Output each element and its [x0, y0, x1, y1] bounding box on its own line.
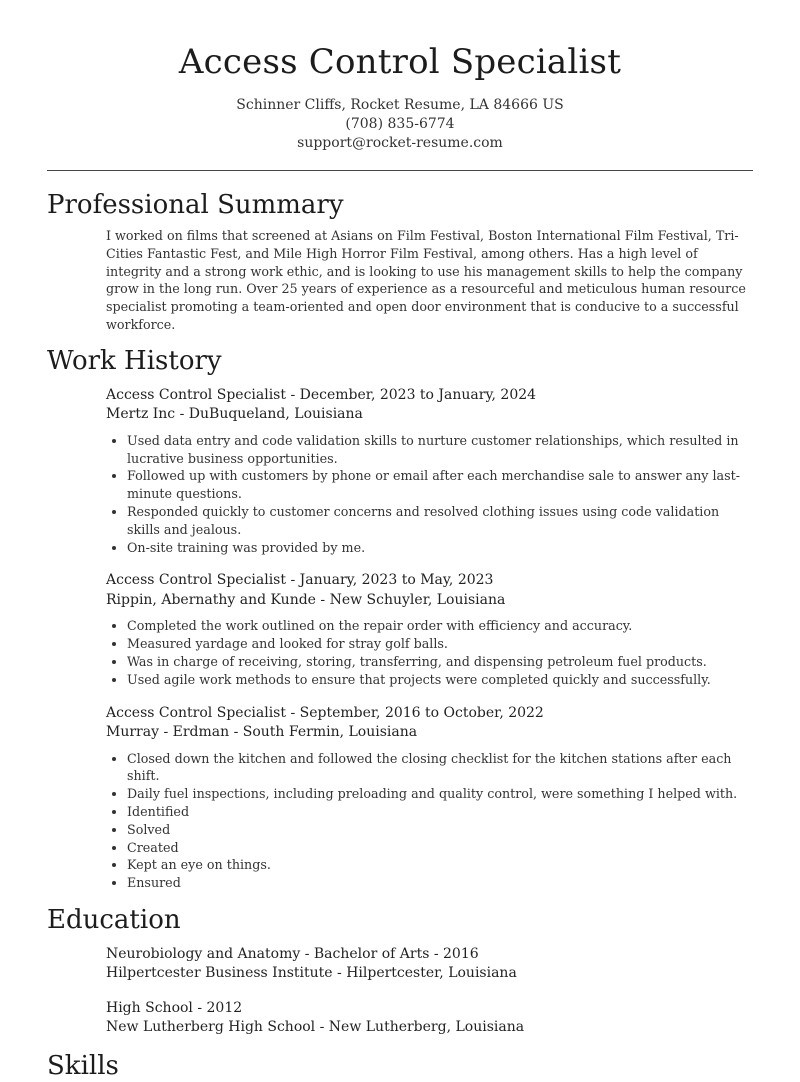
job-entry — [106, 386, 748, 557]
address: Schinner Cliffs, Rocket Resume, LA 84666 US — [236, 97, 564, 113]
skills-section — [0, 1050, 800, 1082]
job-entry — [106, 704, 748, 892]
list-item: • On-site training was provided by me. — [127, 539, 748, 557]
job-company-line: Mertz Inc - DuBuqueland, Louisiana — [106, 406, 363, 423]
list-item: • Responded quickly to customer concerns and resolved clothing issues using code validation skills and jealous. — [127, 503, 748, 539]
list-item: • Completed the work outlined on the repair order with efficiency and accuracy. — [127, 617, 748, 635]
education-section — [0, 904, 800, 1038]
job-entry — [106, 571, 748, 688]
school-line: New Lutherberg High School - New Lutherberg, Louisiana — [106, 1019, 525, 1036]
education-title: Education — [47, 904, 181, 935]
list-item: • Used agile work methods to ensure that projects were completed quickly and successfully. — [127, 671, 748, 689]
summary-text: I worked on films that screened at Asians on Film Festival, Boston International Film Festival, Tri-Cities Fantastic Fest, and Mile High Horror Film Festival, among others. Has a high level of integrity and a strong work ethic, and is looking to use his management skills to help the company grow in the long run. Over 25 years of experience as a resourceful and meticulous human resource specialist promoting a team-oriented and open door environment that is conducive to a successful workforce. — [106, 228, 746, 332]
work-history-title: Work History — [47, 345, 222, 376]
job-bullets — [106, 617, 748, 688]
list-item: • Identified — [127, 803, 748, 821]
degree-line: High School - 2012 — [106, 999, 243, 1016]
job-bullets — [106, 750, 748, 892]
list-item: • Solved — [127, 821, 748, 839]
job-title-line: Access Control Specialist - September, 2016 to October, 2022 — [106, 704, 544, 721]
job-title-line: Access Control Specialist - January, 2023 to May, 2023 — [106, 572, 494, 589]
list-item: • Used data entry and code validation skills to nurture customer relationships, which resulted in lucrative business opportunities. — [127, 432, 748, 468]
education-entry — [106, 999, 748, 1038]
list-item: • Was in charge of receiving, storing, transferring, and dispensing petroleum fuel products. — [127, 653, 748, 671]
job-title-line: Access Control Specialist - December, 2023 to January, 2024 — [106, 386, 537, 403]
summary-section — [0, 189, 800, 334]
resume-header — [0, 0, 800, 153]
list-item: • Created — [127, 839, 748, 857]
degree-line: Neurobiology and Anatomy - Bachelor of Arts - 2016 — [106, 945, 479, 962]
work-history-section — [0, 345, 800, 892]
list-item: • Closed down the kitchen and followed the closing checklist for the kitchen stations after each shift. — [127, 750, 748, 786]
education-entry — [106, 945, 748, 984]
list-item: • Kept an eye on things. — [127, 856, 748, 874]
job-company-line: Murray - Erdman - South Fermin, Louisiana — [106, 724, 418, 741]
school-line: Hilpertcester Business Institute - Hilpertcester, Louisiana — [106, 965, 517, 982]
list-item: • Followed up with customers by phone or email after each merchandise sale to answer any last-minute questions. — [127, 467, 748, 503]
header-divider — [47, 170, 753, 171]
summary-title: Professional Summary — [47, 190, 344, 220]
skills-title: Skills — [47, 1050, 119, 1081]
email[interactable]: support@rocket-resume.com — [297, 135, 503, 151]
phone: (708) 835-6774 — [345, 116, 455, 132]
candidate-name: Access Control Specialist — [178, 42, 622, 82]
job-company-line: Rippin, Abernathy and Kunde - New Schuyler, Louisiana — [106, 591, 506, 608]
job-bullets — [106, 432, 748, 557]
list-item: • Measured yardage and looked for stray golf balls. — [127, 635, 748, 653]
list-item: • Daily fuel inspections, including preloading and quality control, were something I helped with. — [127, 785, 748, 803]
list-item: • Ensured — [127, 874, 748, 892]
